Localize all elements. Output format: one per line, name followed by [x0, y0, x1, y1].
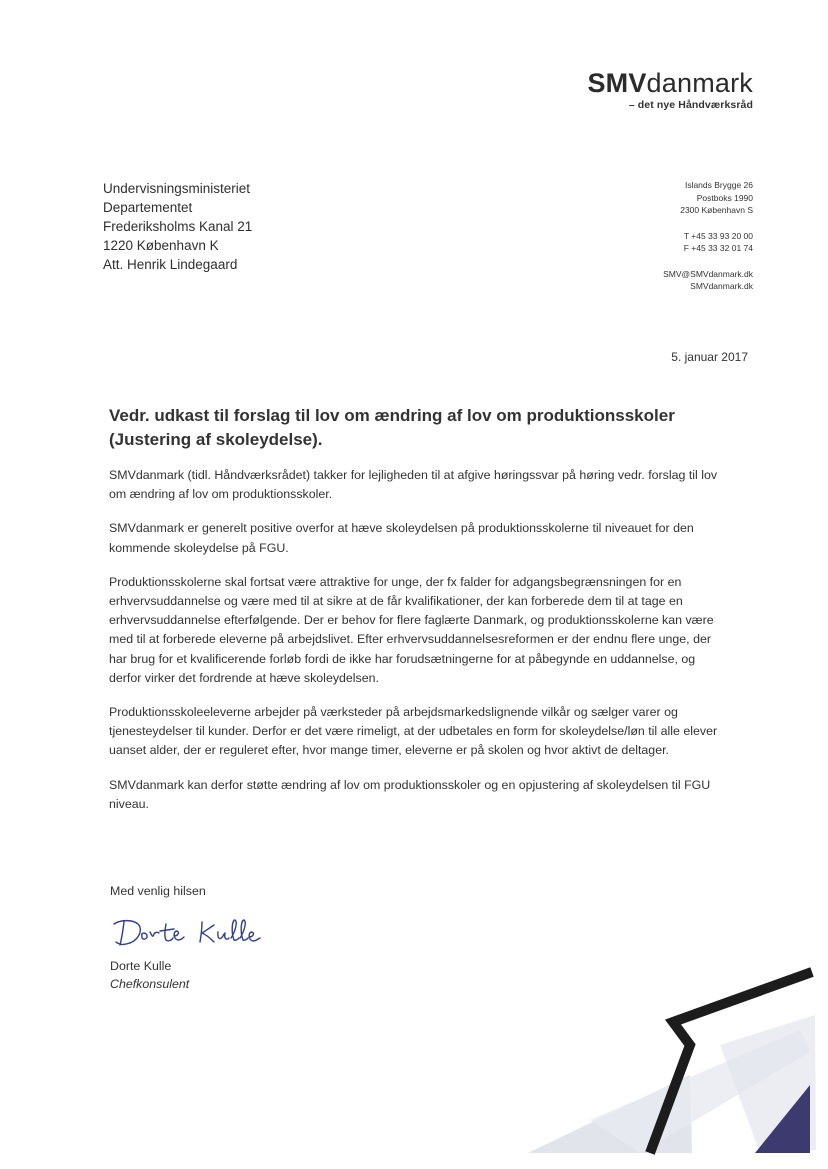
sender-city: 2300 København S [680, 205, 753, 215]
logo-brand-bold: SMV [587, 68, 647, 98]
body-paragraph: SMVdanmark er generelt positive overfor at hæve skoleydelsen på produktionsskolerne til niveauet for den kommende skoleydelse på FGU. [109, 521, 694, 555]
letter-body [109, 466, 719, 829]
handwritten-signature [110, 910, 280, 952]
sender-contact-info [663, 179, 753, 293]
recipient-line: Departementet [103, 200, 193, 215]
letter-subject: Vedr. udkast til forslag til lov om ændring af lov om produktionsskoler (Justering af skoleydelse). [109, 406, 675, 449]
recipient-line: 1220 København K [103, 238, 219, 253]
sender-fax: F +45 33 32 01 74 [683, 243, 753, 253]
recipient-line: Undervisningsministeriet [103, 181, 251, 196]
body-paragraph: SMVdanmark (tidl. Håndværksrådet) takker for lejligheden til at afgive høringssvar på høring vedr. forslag til lov om ændring af lov om produktionsskoler. [109, 468, 718, 502]
recipient-line: Frederiksholms Kanal 21 [103, 219, 253, 234]
signer-name: Dorte Kulle [110, 959, 172, 973]
body-paragraph: SMVdanmark kan derfor støtte ændring af lov om produktionsskoler og en opjustering af skoleydelsen til FGU niveau. [109, 777, 711, 811]
signer-block [110, 957, 189, 993]
body-paragraph: Produktionsskolerne skal fortsat være attraktive for unge, der fx falder for adgangsbegrænsningen for en erhvervsuddannelse og være med til at sikre at de får kvalifikationer, der kan forberede dem til at tage en erhvervsuddannelse efterfølgende. Der er behov for flere faglærte Danmark, og produktionsskolerne kan være med til at forberede eleverne på arbejdslivet. Efter erhvervsuddannelsesreformen er der endnu flere unge, der har brug for et kvalificerende forløb fordi de ikke har forudsætningerne for at påbegynde en uddannelse, og derfor virker det fordrende at hæve skoleydelsen. [109, 574, 714, 685]
sender-street: Islands Brygge 26 [684, 180, 753, 190]
recipient-line: Att. Henrik Lindegaard [103, 257, 238, 272]
company-logo [587, 68, 753, 111]
sender-email: SMV@SMVdanmark.dk [663, 268, 753, 279]
closing-greeting: Med venlig hilsen [110, 884, 206, 898]
letter-date: 5. januar 2017 [671, 350, 748, 364]
recipient-address [103, 179, 252, 274]
sender-web: SMVdanmark.dk [690, 281, 753, 291]
sender-phone: T +45 33 93 20 00 [683, 230, 753, 241]
logo-brand-light: danmark [646, 68, 753, 98]
sender-box: Postboks 1990 [696, 192, 753, 203]
body-paragraph: Produktionsskoleeleverne arbejder på værksteder på arbejdsmarkedslignende vilkår og sælger varer og tjenesteydelser til kunder. Derfor er det være rimeligt, at der udbetales en form for skoleydelse/løn til alle elever uanset alder, der er reguleret efter, hvor mange timer, eleverne er på skolen og hvor aktivt de deltager. [109, 705, 718, 758]
signer-title: Chefkonsulent [110, 977, 190, 991]
logo-wordmark [587, 68, 753, 98]
logo-tagline: – det nye Håndværksråd [628, 99, 753, 111]
